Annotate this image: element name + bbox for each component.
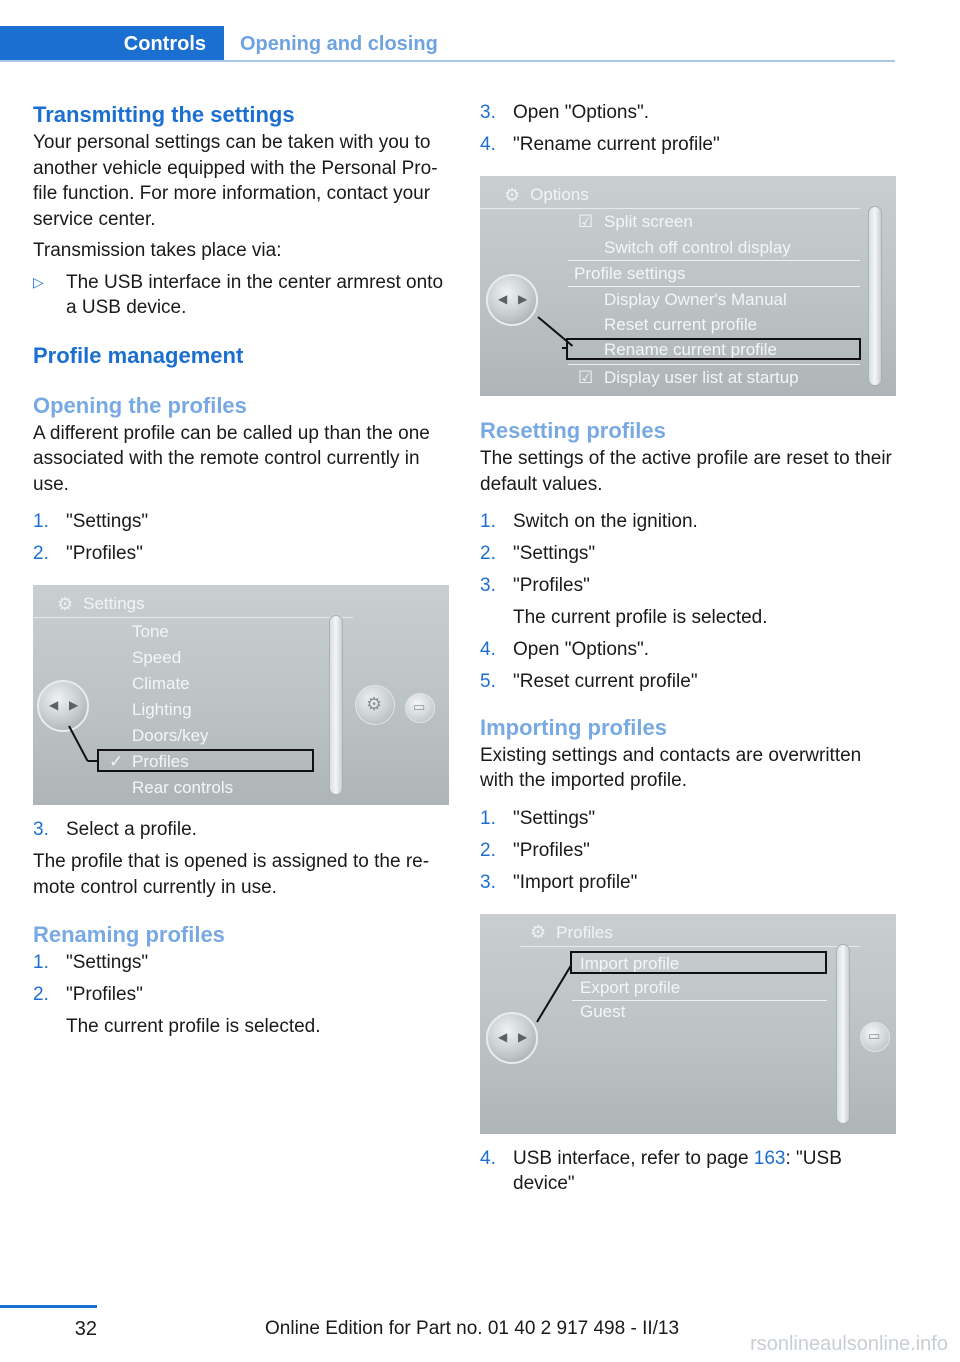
step-number: 1.	[480, 511, 496, 532]
scroll-track	[836, 944, 850, 1124]
step-number: 2.	[480, 839, 496, 861]
importing-step-4	[480, 1146, 896, 1197]
watermark: rsonlineaulsonline.info	[750, 1333, 948, 1355]
screen-title-bar	[504, 184, 589, 206]
step-number: 4.	[480, 134, 496, 155]
page-reference-link[interactable]: 163	[753, 1147, 786, 1169]
opening-paragraph: A different profile can be called up than the one associated with the remote control currently in use.	[33, 422, 430, 495]
highlight-box	[566, 338, 861, 360]
highlight-box	[570, 951, 827, 974]
left-column	[33, 100, 449, 1046]
page-number: 32	[74, 1318, 97, 1340]
opening-steps	[33, 509, 449, 567]
side-button-icon: ▭	[860, 1022, 890, 1052]
step-text: : "USB device"	[513, 1147, 842, 1194]
opening-profiles-heading: Opening the profiles	[33, 392, 247, 418]
menu-item: Display user list at startup	[604, 368, 799, 387]
list-item	[480, 573, 896, 630]
transmit-paragraph: Your personal settings can be taken with you to another vehicle equipped with the Personal Pro-file function. For more information, contact your service center.	[33, 132, 438, 230]
checkbox-checked-icon: ☑	[578, 212, 594, 231]
list-item	[33, 509, 449, 535]
renaming-steps-continued	[480, 100, 896, 158]
transmit-bullet-list	[33, 270, 449, 321]
list-item	[480, 806, 896, 832]
importing-steps	[480, 806, 896, 896]
controller-knob-icon: ◀ ▶	[37, 680, 89, 732]
leader-line	[88, 760, 98, 762]
step-number: 3.	[480, 871, 496, 893]
step-text: "Rename current profile"	[513, 134, 720, 155]
step-number: 1.	[33, 952, 49, 973]
step-number: 4.	[480, 638, 496, 660]
menu-item: Speed	[132, 648, 182, 667]
step-text: "Settings"	[66, 952, 149, 973]
screen-title-bar	[530, 922, 613, 944]
edition-text: Online Edition for Part no. 01 40 2 917 498 - II/13	[265, 1318, 680, 1339]
menu-item: Export profile	[580, 977, 681, 997]
controller-knob-icon: ◀ ▶	[486, 274, 538, 326]
screen-title: Settings	[83, 594, 145, 613]
list-item	[33, 270, 449, 321]
right-column	[480, 100, 896, 1203]
renaming-profiles-heading: Renaming profiles	[33, 922, 225, 947]
step-text: "Import profile"	[513, 871, 638, 893]
resetting-steps	[480, 509, 896, 694]
menu-item: Climate	[132, 674, 190, 693]
step-number: 3.	[480, 102, 496, 123]
list-item	[480, 1146, 896, 1197]
list-item	[480, 870, 896, 896]
step-number: 3.	[33, 819, 49, 840]
opening-step-3	[33, 817, 449, 843]
step-continuation: The current profile is selected.	[513, 606, 768, 628]
side-button-icon: ▭	[405, 693, 435, 723]
bullet-text: The USB interface in the center armrest onto a USB device.	[66, 271, 444, 318]
leader-line	[570, 964, 571, 966]
menu-item: Display Owner's Manual	[604, 290, 787, 309]
highlight-box	[97, 749, 314, 772]
menu-item: Lighting	[132, 700, 192, 719]
list-item	[480, 838, 896, 864]
resetting-paragraph: The settings of the active profile are reset to their default values.	[480, 448, 892, 495]
step-number: 2.	[33, 984, 49, 1005]
menu-item-selected: Import profile	[580, 953, 680, 973]
list-item	[480, 669, 896, 695]
scroll-track	[329, 615, 343, 795]
screen-title: Options	[530, 185, 589, 204]
page-header	[0, 26, 895, 62]
importing-paragraph: Existing settings and contacts are overwritten with the imported profile.	[480, 744, 862, 791]
tab-controls[interactable]	[0, 26, 224, 62]
leader-line	[536, 964, 572, 1022]
scroll-track	[868, 206, 882, 386]
gear-icon: ⚙	[530, 922, 547, 942]
bullet-triangle-icon: ▷	[33, 273, 44, 290]
list-item	[480, 637, 896, 663]
renaming-steps	[33, 950, 449, 1039]
step-text: Select a profile.	[66, 819, 197, 840]
step-text: Switch on the ignition.	[513, 511, 698, 532]
footer-rule	[0, 1305, 97, 1308]
checkmark-icon: ✓	[109, 752, 124, 771]
section-label: Profile settings	[574, 264, 686, 283]
gear-icon: ⚙	[57, 593, 74, 614]
header-rule	[0, 60, 895, 62]
step-number: 2.	[33, 543, 49, 564]
list-item	[480, 132, 896, 158]
screen-title-bar	[57, 593, 145, 615]
profile-management-heading: Profile management	[33, 342, 244, 368]
transmit-via-paragraph: Transmission takes place via:	[33, 240, 282, 261]
opening-paragraph-2: The profile that is opened is assigned to the re-mote control currently in use.	[33, 851, 430, 898]
list-item	[480, 509, 896, 535]
step-number: 5.	[480, 670, 496, 692]
gear-icon: ⚙	[504, 184, 521, 205]
step-text: "Settings"	[513, 543, 596, 564]
importing-profiles-heading: Importing profiles	[480, 714, 667, 740]
step-text: "Profiles"	[66, 543, 143, 564]
menu-item-selected: Profiles	[132, 752, 189, 771]
settings-menu-screenshot	[33, 585, 449, 805]
step-text: "Settings"	[66, 511, 149, 532]
list-item	[33, 982, 449, 1039]
tab-opening-and-closing[interactable]	[240, 26, 438, 62]
step-continuation: The current profile is selected.	[66, 1015, 321, 1037]
list-item	[480, 541, 896, 567]
menu-item: Switch off control display	[604, 238, 791, 257]
list-item	[33, 541, 449, 567]
leader-line	[537, 316, 573, 346]
menu-item: Doors/key	[132, 726, 209, 745]
step-text: "Reset current profile"	[513, 670, 698, 692]
list-item	[480, 100, 896, 126]
transmit-heading: Transmitting the settings	[33, 102, 295, 127]
step-number: 2.	[480, 543, 496, 564]
screen-title: Profiles	[556, 922, 613, 942]
options-menu-screenshot	[480, 176, 896, 396]
menu-item: Guest	[580, 1001, 626, 1021]
step-text: USB interface, refer to page	[513, 1147, 754, 1169]
menu-item: Rear controls	[132, 778, 234, 797]
step-number: 1.	[480, 807, 496, 829]
menu-item: Tone	[132, 622, 169, 641]
step-text: Open "Options".	[513, 102, 650, 123]
menu-item: Reset current profile	[604, 315, 758, 334]
menu-item: Split screen	[604, 212, 693, 231]
step-text: "Settings"	[513, 807, 596, 829]
step-text: "Profiles"	[66, 984, 143, 1005]
step-text: "Profiles"	[513, 575, 590, 596]
controller-knob-icon: ◀ ▶	[486, 1012, 538, 1064]
tab-controls-label: Controls	[123, 32, 206, 55]
tab-opening-label: Opening and closing	[240, 32, 438, 55]
list-item	[33, 817, 449, 843]
leader-line	[562, 347, 568, 349]
profiles-menu-screenshot	[480, 914, 896, 1134]
step-text: "Profiles"	[513, 839, 590, 861]
menu-item-selected: Rename current profile	[604, 340, 777, 359]
options-knob-icon: ⚙	[355, 685, 395, 725]
leader-line	[68, 726, 89, 762]
step-number: 3.	[480, 575, 496, 596]
checkbox-checked-icon: ☑	[578, 368, 594, 387]
resetting-profiles-heading: Resetting profiles	[480, 418, 666, 443]
step-number: 4.	[480, 1147, 496, 1169]
step-number: 1.	[33, 511, 49, 532]
step-text: Open "Options".	[513, 638, 650, 660]
list-item	[33, 950, 449, 976]
